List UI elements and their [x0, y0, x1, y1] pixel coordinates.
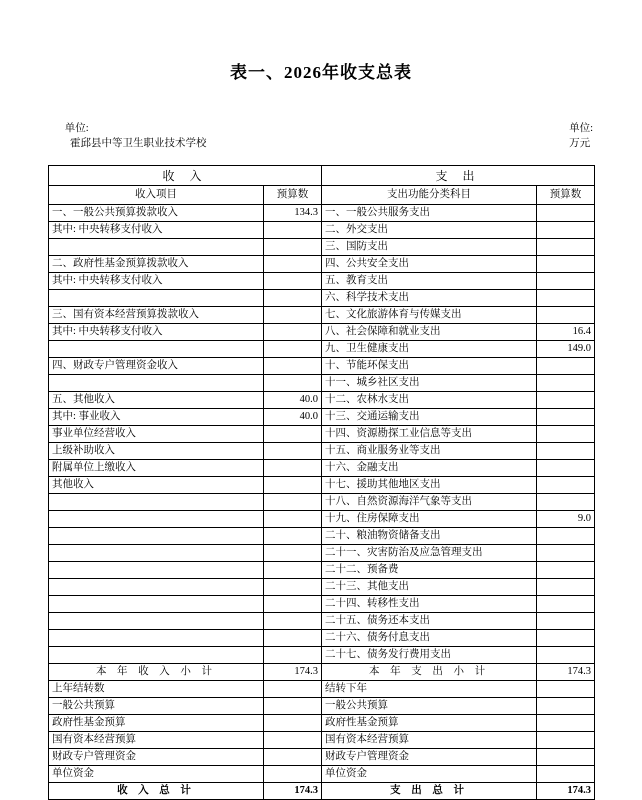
expense-item-cell: 一般公共预算 — [322, 698, 537, 715]
expense-item-cell: 十二、农林水支出 — [322, 392, 537, 409]
income-amount-cell — [264, 307, 322, 324]
income-item-cell — [49, 341, 264, 358]
table-row — [49, 477, 595, 494]
income-item-cell: 其他收入 — [49, 477, 264, 494]
income-item-cell: 上级补助收入 — [49, 443, 264, 460]
expense-amount-cell — [537, 494, 595, 511]
income-amount-cell — [264, 239, 322, 256]
table-row — [49, 426, 595, 443]
income-item-cell — [49, 375, 264, 392]
expense-item-cell: 二十、粮油物资储备支出 — [322, 528, 537, 545]
table-row — [49, 205, 595, 222]
expense-amount-cell — [537, 375, 595, 392]
income-item-cell: 财政专户管理资金 — [49, 749, 264, 766]
table-row — [49, 256, 595, 273]
income-amount-cell — [264, 732, 322, 749]
subtotal-row — [49, 664, 595, 681]
expense-item-cell: 十三、交通运输支出 — [322, 409, 537, 426]
expense-item-cell: 七、文化旅游体育与传媒支出 — [322, 307, 537, 324]
table-row — [49, 511, 595, 528]
income-amount-cell — [264, 426, 322, 443]
income-item-cell: 国有资本经营预算 — [49, 732, 264, 749]
income-item-cell: 其中: 事业收入 — [49, 409, 264, 426]
income-amount-cell — [264, 273, 322, 290]
table-row — [49, 528, 595, 545]
expense-amount-cell — [537, 205, 595, 222]
expense-item-cell: 二十二、预备费 — [322, 562, 537, 579]
expense-item-cell: 六、科学技术支出 — [322, 290, 537, 307]
unit-value: 霍邱县中等卫生职业技术学校 — [70, 138, 207, 149]
income-amount-cell — [264, 460, 322, 477]
income-item-cell — [49, 647, 264, 664]
expense-amount-cell — [537, 460, 595, 477]
income-amount-cell: 40.0 — [264, 409, 322, 426]
table-row — [49, 239, 595, 256]
income-subtotal-label: 本 年 收 入 小 计 — [49, 664, 264, 681]
table-row — [49, 681, 595, 698]
income-item-cell — [49, 528, 264, 545]
income-item-cell: 其中: 中央转移支付收入 — [49, 273, 264, 290]
expense-item-cell: 一、一般公共服务支出 — [322, 205, 537, 222]
income-total-label: 收 入 总 计 — [49, 783, 264, 800]
income-item-cell: 事业单位经营收入 — [49, 426, 264, 443]
table-row — [49, 324, 595, 341]
expense-item-cell: 八、社会保障和就业支出 — [322, 324, 537, 341]
table-row — [49, 273, 595, 290]
expense-amount-cell: 16.4 — [537, 324, 595, 341]
income-item-cell — [49, 579, 264, 596]
income-total-amount: 174.3 — [264, 783, 322, 800]
expense-amount-cell: 9.0 — [537, 511, 595, 528]
expense-amount-cell — [537, 579, 595, 596]
table-row — [49, 545, 595, 562]
table-row — [49, 630, 595, 647]
table-row — [49, 494, 595, 511]
header-expense-budget: 预算数 — [537, 186, 595, 205]
income-amount-cell — [264, 749, 322, 766]
table-row — [49, 647, 595, 664]
income-amount-cell: 134.3 — [264, 205, 322, 222]
income-item-cell: 上年结转数 — [49, 681, 264, 698]
table-row — [49, 341, 595, 358]
header-income-budget: 预算数 — [264, 186, 322, 205]
expense-subtotal-amount: 174.3 — [537, 664, 595, 681]
expense-item-cell: 十九、住房保障支出 — [322, 511, 537, 528]
income-amount-cell — [264, 443, 322, 460]
income-amount-cell — [264, 375, 322, 392]
income-amount-cell — [264, 698, 322, 715]
expense-amount-cell — [537, 239, 595, 256]
income-amount-cell — [264, 545, 322, 562]
expense-item-cell: 二十三、其他支出 — [322, 579, 537, 596]
expense-item-cell: 单位资金 — [322, 766, 537, 783]
expense-amount-cell — [537, 596, 595, 613]
expense-item-cell: 二十一、灾害防治及应急管理支出 — [322, 545, 537, 562]
table-row — [49, 409, 595, 426]
income-item-cell: 一、一般公共预算拨款收入 — [49, 205, 264, 222]
expense-item-cell: 十一、城乡社区支出 — [322, 375, 537, 392]
income-item-cell — [49, 613, 264, 630]
table-row — [49, 596, 595, 613]
income-item-cell — [49, 290, 264, 307]
expense-amount-cell — [537, 715, 595, 732]
income-item-cell: 四、财政专户管理资金收入 — [49, 358, 264, 375]
expense-item-cell: 二十七、债务发行费用支出 — [322, 647, 537, 664]
income-subtotal-amount: 174.3 — [264, 664, 322, 681]
income-item-cell: 三、国有资本经营预算拨款收入 — [49, 307, 264, 324]
income-amount-cell — [264, 256, 322, 273]
unit-label: 单位: — [64, 123, 89, 134]
expense-item-cell: 十四、资源勘探工业信息等支出 — [322, 426, 537, 443]
expense-amount-cell — [537, 528, 595, 545]
currency-info — [553, 109, 593, 161]
budget-table — [48, 165, 595, 800]
unit-info — [49, 109, 207, 161]
table-row — [49, 290, 595, 307]
page-title: 表一、2026年收支总表 — [230, 63, 412, 82]
header-expense-item: 支出功能分类科目 — [322, 186, 537, 205]
income-amount-cell — [264, 290, 322, 307]
expense-item-cell: 十六、金融支出 — [322, 460, 537, 477]
income-amount-cell — [264, 596, 322, 613]
expense-item-cell: 九、卫生健康支出 — [322, 341, 537, 358]
income-amount-cell — [264, 477, 322, 494]
expense-item-cell: 十五、商业服务业等支出 — [322, 443, 537, 460]
income-amount-cell — [264, 630, 322, 647]
income-item-cell: 单位资金 — [49, 766, 264, 783]
table-row — [49, 443, 595, 460]
table-row — [49, 715, 595, 732]
expense-item-cell: 政府性基金预算 — [322, 715, 537, 732]
currency-value: 万元 — [569, 138, 591, 149]
expense-amount-cell: 149.0 — [537, 341, 595, 358]
expense-amount-cell — [537, 613, 595, 630]
table-row — [49, 766, 595, 783]
expense-item-cell: 十、节能环保支出 — [322, 358, 537, 375]
expense-amount-cell — [537, 358, 595, 375]
expense-amount-cell — [537, 426, 595, 443]
expense-subtotal-label: 本 年 支 出 小 计 — [322, 664, 537, 681]
expense-item-cell: 财政专户管理资金 — [322, 749, 537, 766]
expense-amount-cell — [537, 545, 595, 562]
income-amount-cell — [264, 324, 322, 341]
income-amount-cell — [264, 528, 322, 545]
expense-item-cell: 十八、自然资源海洋气象等支出 — [322, 494, 537, 511]
income-item-cell — [49, 494, 264, 511]
income-item-cell: 政府性基金预算 — [49, 715, 264, 732]
expense-amount-cell — [537, 647, 595, 664]
expense-amount-cell — [537, 477, 595, 494]
expense-amount-cell — [537, 222, 595, 239]
table-row — [49, 579, 595, 596]
expense-amount-cell — [537, 256, 595, 273]
expense-total-amount: 174.3 — [537, 783, 595, 800]
table-row — [49, 732, 595, 749]
header-income-item: 收入项目 — [49, 186, 264, 205]
expense-amount-cell — [537, 749, 595, 766]
income-item-cell — [49, 630, 264, 647]
table-row — [49, 698, 595, 715]
table-row — [49, 375, 595, 392]
table-body — [49, 166, 595, 800]
expense-item-cell: 二、外交支出 — [322, 222, 537, 239]
expense-item-cell: 三、国防支出 — [322, 239, 537, 256]
income-item-cell — [49, 239, 264, 256]
income-item-cell: 其中: 中央转移支付收入 — [49, 222, 264, 239]
income-item-cell: 二、政府性基金预算拨款收入 — [49, 256, 264, 273]
income-item-cell — [49, 596, 264, 613]
expense-item-cell: 二十五、债务还本支出 — [322, 613, 537, 630]
table-row — [49, 749, 595, 766]
expense-item-cell: 二十四、转移性支出 — [322, 596, 537, 613]
expense-item-cell: 国有资本经营预算 — [322, 732, 537, 749]
income-amount-cell — [264, 358, 322, 375]
table-row — [49, 307, 595, 324]
expense-amount-cell — [537, 290, 595, 307]
income-amount-cell — [264, 715, 322, 732]
income-amount-cell — [264, 647, 322, 664]
expense-item-cell: 结转下年 — [322, 681, 537, 698]
expense-item-cell: 十七、援助其他地区支出 — [322, 477, 537, 494]
expense-amount-cell — [537, 307, 595, 324]
income-amount-cell — [264, 341, 322, 358]
income-amount-cell — [264, 613, 322, 630]
expense-amount-cell — [537, 766, 595, 783]
income-item-cell: 一般公共预算 — [49, 698, 264, 715]
income-amount-cell — [264, 494, 322, 511]
income-amount-cell — [264, 222, 322, 239]
table-row — [49, 460, 595, 477]
expense-amount-cell — [537, 681, 595, 698]
income-amount-cell — [264, 511, 322, 528]
expense-item-cell: 五、教育支出 — [322, 273, 537, 290]
expense-amount-cell — [537, 698, 595, 715]
table-row — [49, 358, 595, 375]
table-row — [49, 392, 595, 409]
header-income-group: 收 入 — [49, 166, 322, 186]
table-row — [49, 613, 595, 630]
income-item-cell: 其中: 中央转移支付收入 — [49, 324, 264, 341]
income-amount-cell — [264, 681, 322, 698]
income-item-cell — [49, 562, 264, 579]
income-amount-cell — [264, 562, 322, 579]
expense-item-cell: 二十六、债务付息支出 — [322, 630, 537, 647]
expense-amount-cell — [537, 409, 595, 426]
expense-amount-cell — [537, 392, 595, 409]
expense-item-cell: 四、公共安全支出 — [322, 256, 537, 273]
currency-label: 单位: — [569, 123, 593, 134]
income-item-cell: 五、其他收入 — [49, 392, 264, 409]
total-row — [49, 783, 595, 800]
income-amount-cell: 40.0 — [264, 392, 322, 409]
income-item-cell — [49, 511, 264, 528]
expense-amount-cell — [537, 732, 595, 749]
income-amount-cell — [264, 579, 322, 596]
income-item-cell: 附属单位上缴收入 — [49, 460, 264, 477]
meta-row — [48, 109, 594, 161]
table-header-group-row — [49, 166, 595, 186]
expense-amount-cell — [537, 630, 595, 647]
table-row — [49, 562, 595, 579]
income-item-cell — [49, 545, 264, 562]
header-expense-group: 支 出 — [322, 166, 595, 186]
table-row — [49, 222, 595, 239]
expense-amount-cell — [537, 562, 595, 579]
income-amount-cell — [264, 766, 322, 783]
expense-amount-cell — [537, 443, 595, 460]
table-header-column-row — [49, 186, 595, 205]
expense-total-label: 支 出 总 计 — [322, 783, 537, 800]
expense-amount-cell — [537, 273, 595, 290]
